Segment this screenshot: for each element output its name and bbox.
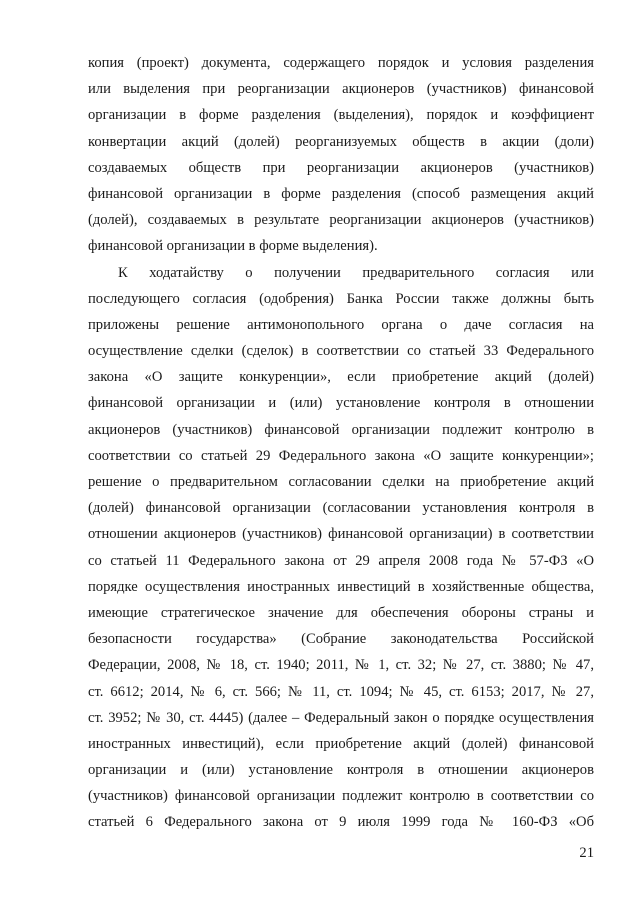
text-line: организации и (или) установление контроля в отношении акционеров bbox=[88, 762, 594, 779]
page-number: 21 bbox=[579, 845, 594, 861]
paragraph-1 bbox=[88, 50, 594, 260]
text-line: осуществление сделки (сделок) в соответствии со статьей 33 Федерального bbox=[88, 343, 594, 360]
text-line: статьей 6 Федерального закона от 9 июля 1999 года № 160-ФЗ «Об bbox=[88, 814, 594, 831]
text-line: или выделения при реорганизации акционеров (участников) финансовой bbox=[88, 81, 594, 98]
text-line: финансовой организации и (или) установление контроля в отношении bbox=[88, 395, 594, 412]
text-line: отношении акционеров (участников) финансовой организации) в соответствии bbox=[88, 526, 594, 543]
text-line: (долей) финансовой организации (согласовании установления контроля в bbox=[88, 500, 594, 517]
text-line: решение о предварительном согласовании сделки на приобретение акций bbox=[88, 474, 594, 490]
text-line: иностранных инвестиций), если приобретение акций (долей) финансовой bbox=[88, 735, 594, 752]
text-line: конвертации акций (долей) реорганизуемых обществ в акции (доли) bbox=[88, 133, 594, 150]
text-line: ст. 3952; № 30, ст. 4445) (далее – Федеральный закон о порядке осуществления bbox=[88, 709, 594, 726]
text-line: создаваемых обществ при реорганизации акционеров (участников) bbox=[88, 159, 594, 176]
text-line: последующего согласия (одобрения) Банка России также должны быть bbox=[88, 290, 594, 307]
text-line: приложены решение антимонопольного органа о даче согласия на bbox=[88, 316, 594, 333]
text-line: финансовой организации в форме выделения). bbox=[88, 238, 378, 255]
text-line: копия (проект) документа, содержащего порядок и условия разделения bbox=[88, 55, 594, 71]
text-line: акционеров (участников) финансовой организации подлежит контролю в bbox=[88, 421, 594, 438]
text-line: имеющие стратегическое значение для обеспечения обороны страны и bbox=[88, 604, 594, 621]
text-line: ст. 6612; 2014, № 6, ст. 566; № 11, ст. 1094; № 45, ст. 6153; 2017, № 27, bbox=[88, 683, 594, 700]
text-line: закона «О защите конкуренции», если приобретение акций (долей) bbox=[88, 369, 594, 386]
text-line: безопасности государства» (Собрание законодательства Российской bbox=[88, 631, 594, 648]
document-body bbox=[88, 50, 594, 836]
text-line: порядке осуществления иностранных инвестиций в хозяйственные общества, bbox=[88, 578, 594, 595]
text-line: со статьей 11 Федерального закона от 29 апреля 2008 года № 57-ФЗ «О bbox=[88, 552, 594, 569]
text-line: (участников) финансовой организации подлежит контролю в соответствии со bbox=[88, 788, 594, 805]
paragraph-2 bbox=[88, 260, 594, 836]
text-line: соответствии со статьей 29 Федерального закона «О защите конкуренции»; bbox=[88, 447, 594, 464]
text-line: (долей), создаваемых в результате реорганизации акционеров (участников) bbox=[88, 212, 594, 229]
text-line: финансовой организации в форме разделения (способ размещения акций bbox=[88, 185, 594, 202]
text-line: организации в форме разделения (выделения), порядок и коэффициент bbox=[88, 107, 594, 124]
text-line: К ходатайству о получении предварительного согласия или bbox=[118, 264, 594, 281]
text-line: Федерации, 2008, № 18, ст. 1940; 2011, № 1, ст. 32; № 27, ст. 3880; № 47, bbox=[88, 657, 594, 674]
